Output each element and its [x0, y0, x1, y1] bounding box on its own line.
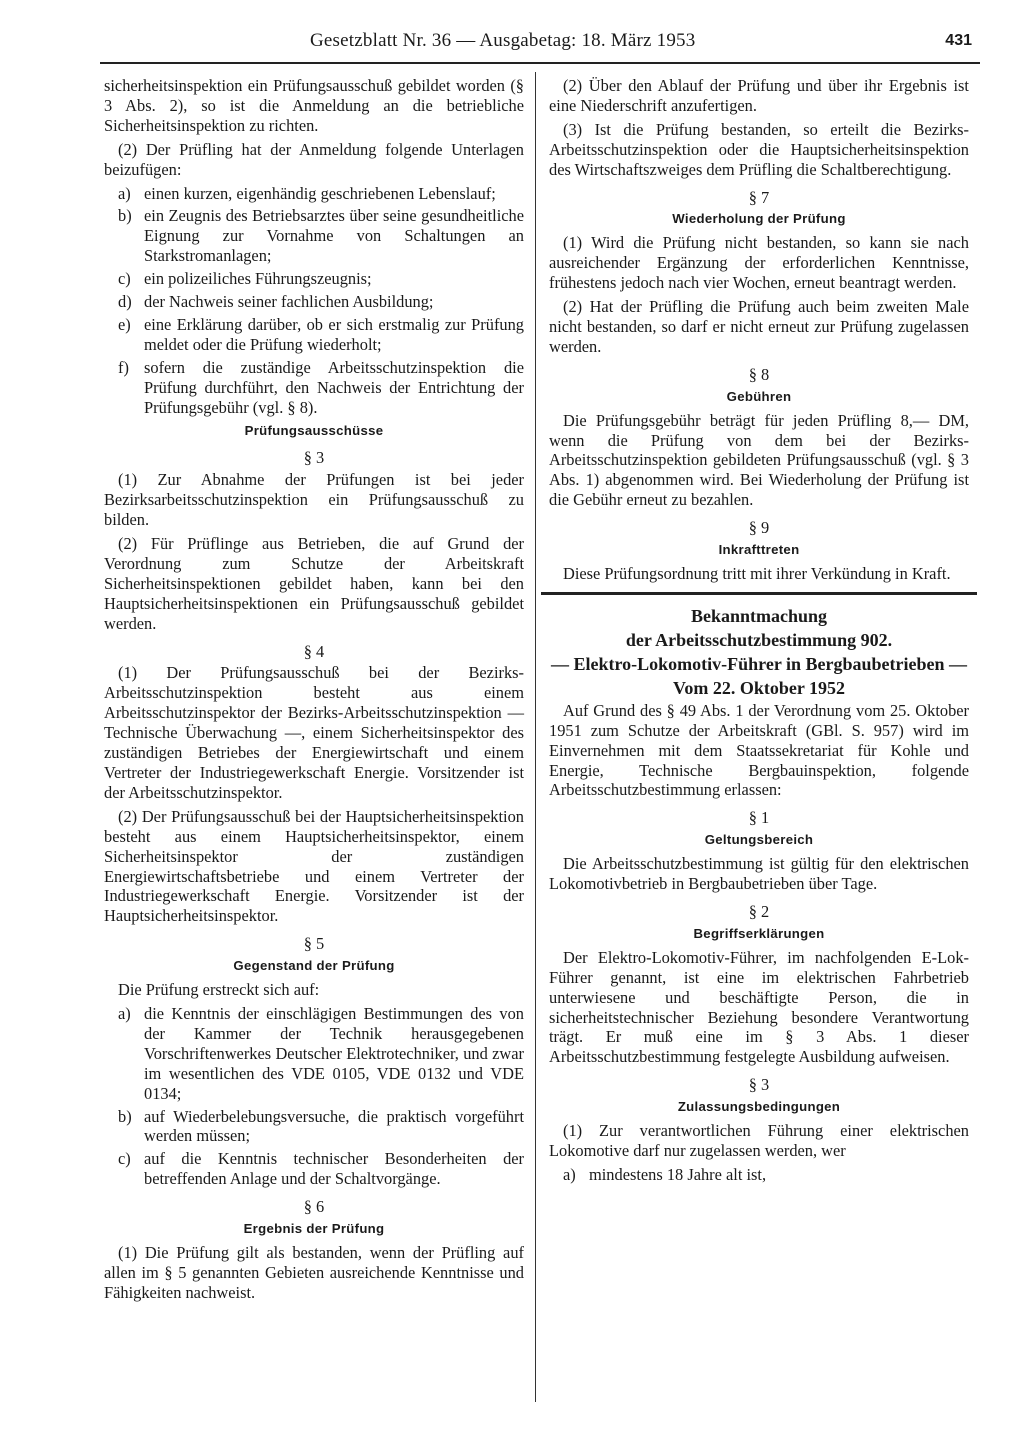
list-item: f) sofern die zuständige Arbeitsschutzinspektion die Prüfung durchführt, den Nachweis der Entrichtung der Prüfungsgebühr (vgl. § 8).: [118, 357, 524, 417]
section-title: § 9: [748, 518, 770, 538]
section-title: § 4: [303, 641, 325, 661]
column-divider: [535, 72, 536, 1402]
paragraph: Die Prüfungsgebühr beträgt für jeden Prüfling 8,— DM, wenn die Prüfung von dem bei der Bezirks-Arbeitsschutzinspektion gebildeten Prüfungsausschuß (vgl. § 3 Abs. 1) abgenommen wird. Bei Wiederholung der Prüfung ist die Gebühr erneut zu bezahlen.: [549, 410, 969, 510]
page-number: 431: [945, 32, 972, 49]
section-heading: Begriffserklärungen: [693, 925, 825, 941]
list-item: d) der Nachweis seiner fachlichen Ausbildung;: [118, 292, 434, 312]
page-header: [100, 30, 980, 56]
section-heading: Gebühren: [726, 388, 792, 404]
announcement-subtitle: der Arbeitsschutzbestimmung 902.: [625, 629, 893, 650]
list-item: b) auf Wiederbelebungsversuche, die praktisch vorgeführt werden müssen;: [118, 1106, 524, 1146]
paragraph: (2) Hat der Prüfling die Prüfung auch beim zweiten Male nicht bestanden, so darf er nicht erneut zur Prüfung zugelassen werden.: [549, 297, 969, 356]
abs2-intro: (2) Der Prüfling hat der Anmeldung folgende Unterlagen beizufügen:: [104, 139, 524, 179]
section-title: § 8: [748, 364, 770, 384]
paragraph: Die Prüfung erstreckt sich auf:: [118, 980, 320, 1000]
paragraph: (2) Über den Ablauf der Prüfung und über ihr Ergebnis ist eine Niederschrift anzufertigen.: [549, 76, 969, 115]
section-divider: [541, 592, 977, 595]
section-title: § 3: [303, 448, 325, 468]
section-heading: Geltungsbereich: [704, 832, 814, 848]
paragraph: Auf Grund des § 49 Abs. 1 der Verordnung vom 25. Oktober 1951 zum Schutze der Arbeitskraft (GBl. S. 957) wird im Einvernehmen mit dem Staatssekretariat für Kohle und Energie, Technische Bergbauinspektion, folgende Arbeitsschutzbestimmung erlassen:: [549, 700, 969, 800]
paragraph: (1) Zur verantwortlichen Führung einer elektrischen Lokomotive darf nur zugelassen werden, wer: [549, 1121, 969, 1160]
paragraph: Die Arbeitsschutzbestimmung ist gültig für den elektrischen Lokomotivbetrieb in Bergbaubetrieben über Tage.: [549, 854, 969, 894]
announcement-topic: — Elektro-Lokomotiv-Führer in Bergbaubetrieben —: [551, 653, 967, 674]
intro-paragraph: sicherheitsinspektion ein Prüfungsausschuß gebildet worden (§ 3 Abs. 2), so ist die Anmeldung an die betriebliche Sicherheitsinspektion zu richten.: [104, 76, 524, 135]
announcement-title: Bekanntmachung: [690, 605, 828, 626]
paragraph: Der Elektro-Lokomotiv-Führer, im nachfolgenden E-Lok-Führer genannt, ist eine im elektrischen Fahrbetrieb unterwiesene und beschäftigte Person, die in sicherheitstechnischer Beziehung besondere Verantwortung trägt. Er muß eine im § 3 Abs. 1 dieser Arbeitsschutzbestimmung festgelegte Ausbildung aufweisen.: [549, 947, 969, 1067]
section-title: § 5: [303, 934, 325, 954]
list-item: a) mindestens 18 Jahre alt ist,: [563, 1164, 767, 1184]
section-title: § 2: [748, 902, 770, 921]
header-rule: [100, 62, 980, 64]
paragraph: (3) Ist die Prüfung bestanden, so erteilt die Bezirks-Arbeitsschutzinspektion oder die Hauptsicherheitsinspektion des Wirtschaftszweiges dem Prüfling die Schaltberechtigung.: [549, 119, 969, 179]
s5-list: [104, 1004, 524, 1189]
list-item: c) auf die Kenntnis technischer Besonderheiten der betreffenden Anlage und der Schaltvorgänge.: [118, 1149, 524, 1189]
list-item: b) ein Zeugnis des Betriebsarztes über seine gesundheitliche Eignung zur Vornahme von Schaltungen an Starkstromanlagen;: [118, 206, 524, 266]
section-heading: Prüfungsausschüsse: [244, 422, 384, 438]
list-item: a) einen kurzen, eigenhändig geschriebenen Lebenslauf;: [118, 183, 496, 203]
paragraph: (2) Der Prüfungsausschuß bei der Hauptsicherheitsinspektion besteht aus einem Hauptsicherheitsinspektor, einem Sicherheitsinspektor der zuständigen Energiewirtschaftsbetriebe und einem Vertreter der Industriegewerkschaft Energie. Vorsitzender ist der Hauptsicherheitsinspektor.: [104, 806, 524, 926]
right-column: [549, 76, 969, 1188]
left-column: [104, 76, 524, 1307]
section-title: § 3: [748, 1075, 770, 1095]
section-heading: Wiederholung der Prüfung: [672, 211, 846, 227]
section-title: § 6: [303, 1197, 325, 1217]
paragraph: Diese Prüfungsordnung tritt mit ihrer Verkündung in Kraft.: [563, 563, 951, 583]
announcement-date: Vom 22. Oktober 1952: [672, 677, 845, 698]
paragraph: (1) Die Prüfung gilt als bestanden, wenn der Prüfling auf allen im § 5 genannten Gebieten ausreichende Kenntnisse und Fähigkeiten nachweist.: [104, 1242, 524, 1302]
paragraph: (1) Zur Abnahme der Prüfungen ist bei jeder Bezirksarbeitsschutzinspektion ein Prüfungsausschuß zu bilden.: [104, 470, 524, 530]
section-heading: Zulassungsbedingungen: [677, 1099, 841, 1115]
paragraph: (1) Der Prüfungsausschuß bei der Bezirks-Arbeitsschutzinspektion besteht aus einem Arbeitsschutzinspektor der Bezirks-Arbeitsschutzinspektion — Technische Überwachung —, einem Sicherheitsinspektor des zuständigen Betriebes der Energiewirtschaft und einem Vertreter der Industriegewerkschaft Energie. Vorsitzender ist der Arbeitsschutzinspektor.: [104, 663, 524, 802]
list-item: c) ein polizeiliches Führungszeugnis;: [118, 269, 372, 289]
section-title: § 1: [748, 808, 770, 828]
section-title: § 7: [748, 187, 770, 207]
list-item: a) die Kenntnis der einschlägigen Bestimmungen des von der Kammer der Technik herausgegebenen Vorschriftenwerkes Deutscher Elektrotechniker, und zwar im wesentlichen des VDE 0105, VDE 0132 und VDE 0134;: [118, 1003, 524, 1103]
section-heading: Inkrafttreten: [718, 542, 800, 558]
section-heading: Ergebnis der Prüfung: [243, 1221, 385, 1237]
gazette-title: Gesetzblatt Nr. 36 — Ausgabetag: 18. März 1953: [310, 30, 696, 51]
section-heading: Gegenstand der Prüfung: [233, 958, 395, 974]
list-item: e) eine Erklärung darüber, ob er sich erstmalig zur Prüfung meldet oder die Prüfung wiederholt;: [118, 314, 524, 354]
abs2-list: [104, 184, 524, 418]
paragraph: (1) Wird die Prüfung nicht bestanden, so kann sie nach ausreichender Ergänzung der erforderlichen Kenntnisse, frühestens jedoch nach vier Wochen, erneut beantragt werden.: [549, 233, 969, 293]
paragraph: (2) Für Prüflinge aus Betrieben, die auf Grund der Verordnung zum Schutze der Arbeitskraft Sicherheitsinspektionen gebildet haben, kann bei den Hauptsicherheitsinspektionen ein Prüfungsausschuß gebildet werden.: [104, 534, 524, 633]
